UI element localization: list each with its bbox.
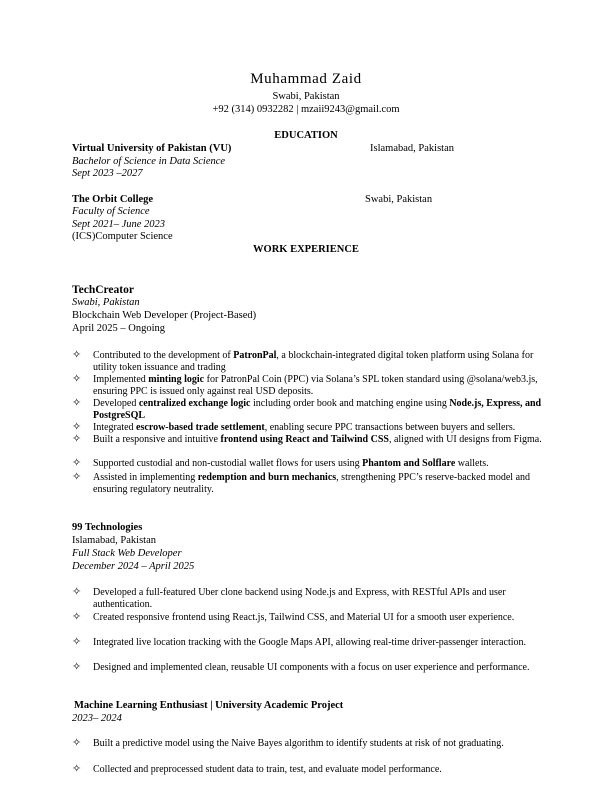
header-contact: +92 (314) 0932282 | mzaii9243@gmail.com bbox=[212, 104, 400, 115]
job-bullet: ✧ Built a predictive model using the Naive Bayes algorithm to identify students at risk of not graduating. bbox=[72, 736, 504, 749]
job-bullet: ✧ Assisted in implementing redemption and burn mechanics, strengthening PPC’s reserve-backed model and ensuring regulatory neutrality. bbox=[72, 470, 531, 496]
education-degree: Faculty of Science bbox=[72, 206, 150, 217]
diamond-bullet-icon: ✧ bbox=[72, 372, 82, 385]
diamond-bullet-icon: ✧ bbox=[72, 736, 82, 749]
job-bullet: ✧ Developed a full-featured Uber clone backend using Node.js and Express, with RESTful APIs and user authentication. bbox=[72, 585, 506, 611]
job-company: TechCreator bbox=[72, 284, 134, 296]
diamond-bullet-icon: ✧ bbox=[72, 456, 82, 469]
job-location: Swabi, Pakistan bbox=[72, 297, 140, 308]
education-institution: The Orbit College bbox=[72, 194, 154, 205]
experience-heading: WORK EXPERIENCE bbox=[253, 244, 359, 255]
diamond-bullet-icon: ✧ bbox=[72, 420, 82, 433]
job-company: 99 Technologies bbox=[72, 522, 143, 533]
education-dates: Sept 2021– June 2023 bbox=[72, 219, 166, 230]
job-bullet: ✧ Integrated escrow-based trade settlement, enabling secure PPC transactions between buyers and sellers. bbox=[72, 420, 516, 433]
education-degree: Bachelor of Science in Data Science bbox=[72, 156, 226, 167]
diamond-bullet-icon: ✧ bbox=[72, 635, 82, 648]
diamond-bullet-icon: ✧ bbox=[72, 585, 82, 598]
job-role: Full Stack Web Developer bbox=[72, 548, 182, 559]
job-bullet: ✧ Contributed to the development of PatronPal, a blockchain-integrated digital token platform using Solana for utility token issuance and trading bbox=[72, 348, 534, 374]
diamond-bullet-icon: ✧ bbox=[72, 610, 82, 623]
job-role: Blockchain Web Developer (Project-Based) bbox=[72, 310, 257, 321]
job-company: Machine Learning Enthusiast | University Academic Project bbox=[74, 700, 344, 711]
job-dates: April 2025 – Ongoing bbox=[72, 323, 166, 334]
education-location: Swabi, Pakistan bbox=[365, 194, 433, 205]
job-bullet: ✧ Integrated live location tracking with the Google Maps API, allowing real-time driver-passenger interaction. bbox=[72, 635, 526, 648]
diamond-bullet-icon: ✧ bbox=[72, 432, 82, 445]
job-bullet: ✧ Designed and implemented clean, reusable UI components with a focus on user experience and performance. bbox=[72, 660, 530, 673]
diamond-bullet-icon: ✧ bbox=[72, 396, 82, 409]
job-bullet: ✧ Collected and preprocessed student data to train, test, and evaluate model performance. bbox=[72, 762, 442, 775]
resume-name: Muhammad Zaid bbox=[250, 71, 362, 87]
diamond-bullet-icon: ✧ bbox=[72, 470, 82, 483]
diamond-bullet-icon: ✧ bbox=[72, 762, 82, 775]
header-location: Swabi, Pakistan bbox=[272, 91, 340, 102]
job-dates: 2023– 2024 bbox=[72, 713, 122, 724]
diamond-bullet-icon: ✧ bbox=[72, 660, 82, 673]
job-bullet: ✧ Created responsive frontend using React.js, Tailwind CSS, and Material UI for a smooth user experience. bbox=[72, 610, 515, 623]
job-bullet: ✧ Developed centralized exchange logic including order book and matching engine using Node.js, Express, and PostgreSQL bbox=[72, 396, 542, 422]
education-location: Islamabad, Pakistan bbox=[370, 143, 454, 154]
education-institution: Virtual University of Pakistan (VU) bbox=[72, 143, 232, 154]
job-bullet: ✧ Built a responsive and intuitive frontend using React and Tailwind CSS, aligned with UI designs from Figma. bbox=[72, 432, 542, 445]
education-heading: EDUCATION bbox=[274, 130, 338, 141]
job-bullet: ✧ Supported custodial and non-custodial wallet flows for users using Phantom and Solflare wallets. bbox=[72, 456, 489, 469]
education-dates: Sept 2023 –2027 bbox=[72, 168, 143, 179]
job-location: Islamabad, Pakistan bbox=[72, 535, 156, 546]
job-bullet: ✧ Implemented minting logic for PatronPal Coin (PPC) via Solana’s SPL token standard using @solana/web3.js, ensuring PPC is issued only against real USD deposits. bbox=[72, 372, 538, 398]
job-dates: December 2024 – April 2025 bbox=[72, 561, 195, 572]
diamond-bullet-icon: ✧ bbox=[72, 348, 82, 361]
education-detail: (ICS)Computer Science bbox=[72, 231, 173, 242]
